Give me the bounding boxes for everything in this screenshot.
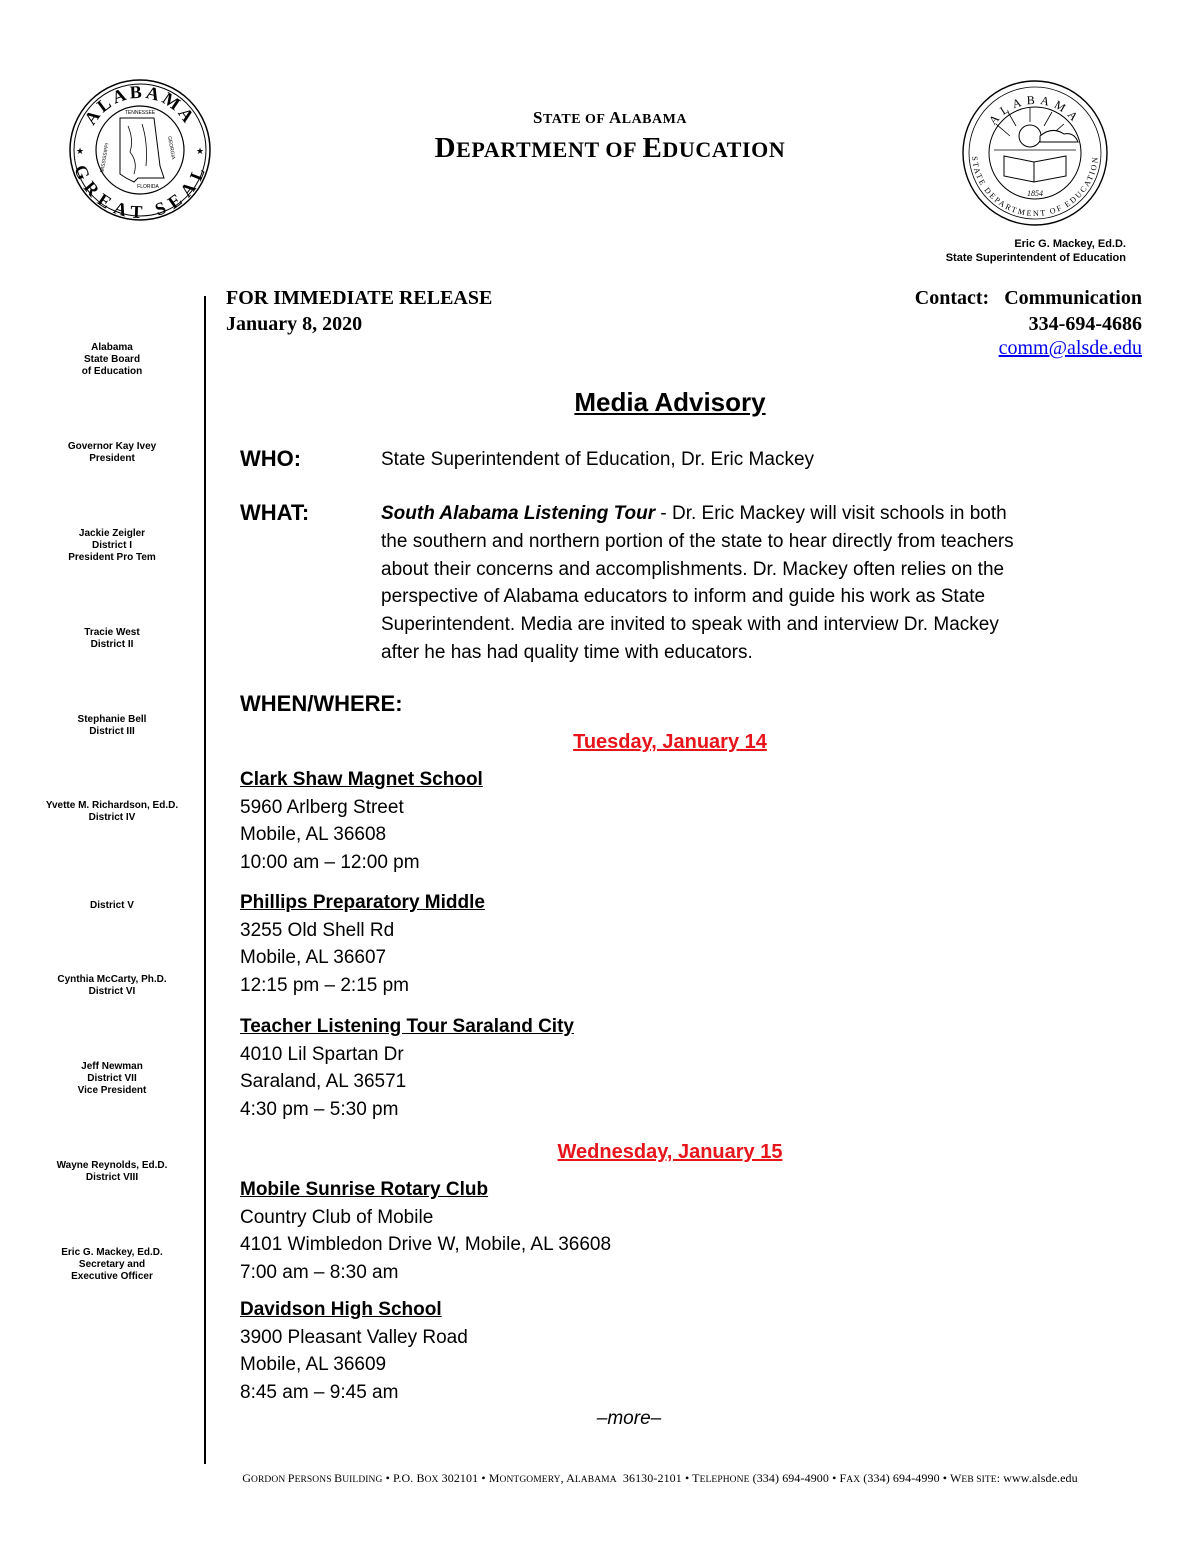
contact-block — [915, 285, 1142, 337]
board-member-line: Executive Officer — [71, 1271, 153, 1282]
seal-top-text: ALABAMA — [80, 81, 200, 129]
svg-text:★: ★ — [75, 147, 85, 157]
when-where-label: WHEN/WHERE: — [240, 691, 403, 716]
release-date: January 8, 2020 — [226, 313, 363, 335]
board-member-line: District V — [90, 900, 134, 911]
venue-name: Mobile Sunrise Rotary Club — [240, 1179, 489, 1200]
board-member-entry — [28, 1247, 196, 1283]
board-member-line: District VII — [87, 1073, 137, 1084]
superintendent-title: State Superintendent of Education — [945, 252, 1126, 264]
board-member-line: Vice President — [77, 1085, 147, 1096]
board-member-entry — [28, 800, 196, 824]
contact-email-link[interactable]: comm@alsde.edu — [998, 337, 1142, 359]
venue-name: Clark Shaw Magnet School — [240, 769, 483, 790]
venue-clark-shaw: Clark Shaw Magnet School 5960 Arlberg Street Mobile, AL 36608 10:00 am – 12:00 pm — [240, 766, 483, 876]
what-label: WHAT: — [240, 500, 310, 525]
board-member-entry — [28, 1061, 196, 1097]
venue-name: Phillips Preparatory Middle — [240, 892, 485, 913]
venue-mobile-sunrise-rotary: Mobile Sunrise Rotary Club Country Club of Mobile 4101 Wimbledon Drive W, Mobile, AL 36608 7:00 am – 8:30 am — [240, 1176, 611, 1286]
more-indicator: –more– — [596, 1408, 662, 1429]
seal-bottom-text: GREAT SEAL — [70, 162, 210, 222]
board-member-line: District II — [90, 639, 134, 650]
seal-label-georgia: GEORGIA — [166, 135, 176, 160]
contact-label: Contact: Communication — [914, 287, 1142, 309]
board-member-line: Tracie West — [84, 627, 140, 638]
board-member-line: District VIII — [85, 1172, 139, 1183]
who-value: State Superintendent of Education, Dr. Eric Mackey — [381, 449, 815, 470]
board-member-line: President Pro Tem — [68, 552, 156, 563]
day-heading-wednesday: Wednesday, January 15 — [557, 1141, 783, 1163]
footer-address: GORDON PERSONS BUILDING • P.O. BOX 302101 • MONTGOMERY, ALABAMA 36130-2101 • TELEPHONE (334) 694-4900 • FAX (334) 694-4990 • WEB SITE: www.alsde.edu — [242, 1471, 1078, 1485]
board-member-line: Jeff Newman — [81, 1061, 143, 1072]
board-member-entry — [28, 342, 196, 378]
superintendent-name: Eric G. Mackey, Ed.D. — [1014, 238, 1126, 250]
state-of-alabama-heading: STATE OF ALABAMA — [533, 108, 687, 127]
board-member-entry — [28, 441, 196, 465]
media-advisory-title: Media Advisory — [574, 387, 766, 417]
right-seal-top-text: ALABAMA — [985, 92, 1085, 128]
board-member-line: of Education — [81, 366, 143, 377]
superintendent-block — [946, 237, 1126, 265]
board-member-line: Stephanie Bell — [77, 714, 147, 725]
board-member-line: Cynthia McCarty, Ph.D. — [57, 974, 167, 985]
svg-text:GREAT SEAL — [70, 162, 210, 222]
board-member-entry — [28, 900, 196, 912]
what-value: South Alabama Listening Tour - Dr. Eric Mackey will visit schools in both the southern and northern portion of the state to hear directly from teachers about their concerns and accomplishments. Dr. Mackey often relies on the perspective of Alabama educators to inform and guide his work as State Superintendent. Media are invited to speak with and interview Dr. Mackey after he has had quality time with educators. — [381, 503, 1014, 663]
board-member-line: Wayne Reynolds, Ed.D. — [56, 1160, 168, 1171]
right-seal-year: 1854 — [1027, 189, 1043, 198]
board-member-line: Alabama — [91, 342, 133, 353]
board-member-line: Eric G. Mackey, Ed.D. — [61, 1247, 163, 1258]
venue-phillips-preparatory: Phillips Preparatory Middle 3255 Old Shell Rd Mobile, AL 36607 12:15 pm – 2:15 pm — [240, 889, 485, 999]
venue-name: Davidson High School — [240, 1299, 442, 1320]
venue-saraland-city: Teacher Listening Tour Saraland City 4010 Lil Spartan Dr Saraland, AL 36571 4:30 pm – 5:30 pm — [240, 1013, 574, 1123]
right-seal-bottom-text: STATE DEPARTMENT OF EDUCATION — [970, 155, 1100, 219]
board-member-line: District III — [89, 726, 135, 737]
department-of-education-heading: DEPARTMENT OF EDUCATION — [434, 132, 786, 164]
release-block — [226, 285, 492, 337]
board-member-line: Secretary and — [78, 1259, 146, 1270]
svg-text:★: ★ — [195, 147, 205, 157]
seal-label-tennessee: TENNESSEE — [124, 110, 156, 116]
sidebar-divider — [204, 296, 206, 1464]
board-member-entry — [28, 974, 196, 998]
board-member-line: Yvette M. Richardson, Ed.D. — [45, 800, 179, 811]
board-member-line: Governor Kay Ivey — [67, 441, 157, 452]
venue-name: Teacher Listening Tour Saraland City — [240, 1016, 574, 1037]
board-member-line: District IV — [88, 812, 136, 823]
board-member-entry — [28, 627, 196, 651]
board-member-line: State Board — [83, 354, 141, 365]
seal-label-florida: FLORIDA — [137, 184, 159, 190]
board-member-entry — [28, 528, 196, 564]
day-heading-tuesday: Tuesday, January 14 — [573, 731, 767, 753]
seal-label-mississippi: MISSISSIPPI — [99, 142, 111, 173]
board-member-line: President — [89, 453, 135, 464]
board-member-line: Jackie Zeigler — [78, 528, 146, 539]
board-member-line: District I — [91, 540, 132, 551]
venue-davidson-high: Davidson High School 3900 Pleasant Valley Road Mobile, AL 36609 8:45 am – 9:45 am — [240, 1296, 468, 1406]
release-label: FOR IMMEDIATE RELEASE — [226, 287, 493, 309]
who-label: WHO: — [240, 446, 302, 471]
board-member-line: District VI — [88, 986, 136, 997]
contact-phone: 334-694-4686 — [1028, 313, 1142, 335]
what-event-title: South Alabama Listening Tour — [381, 503, 656, 524]
